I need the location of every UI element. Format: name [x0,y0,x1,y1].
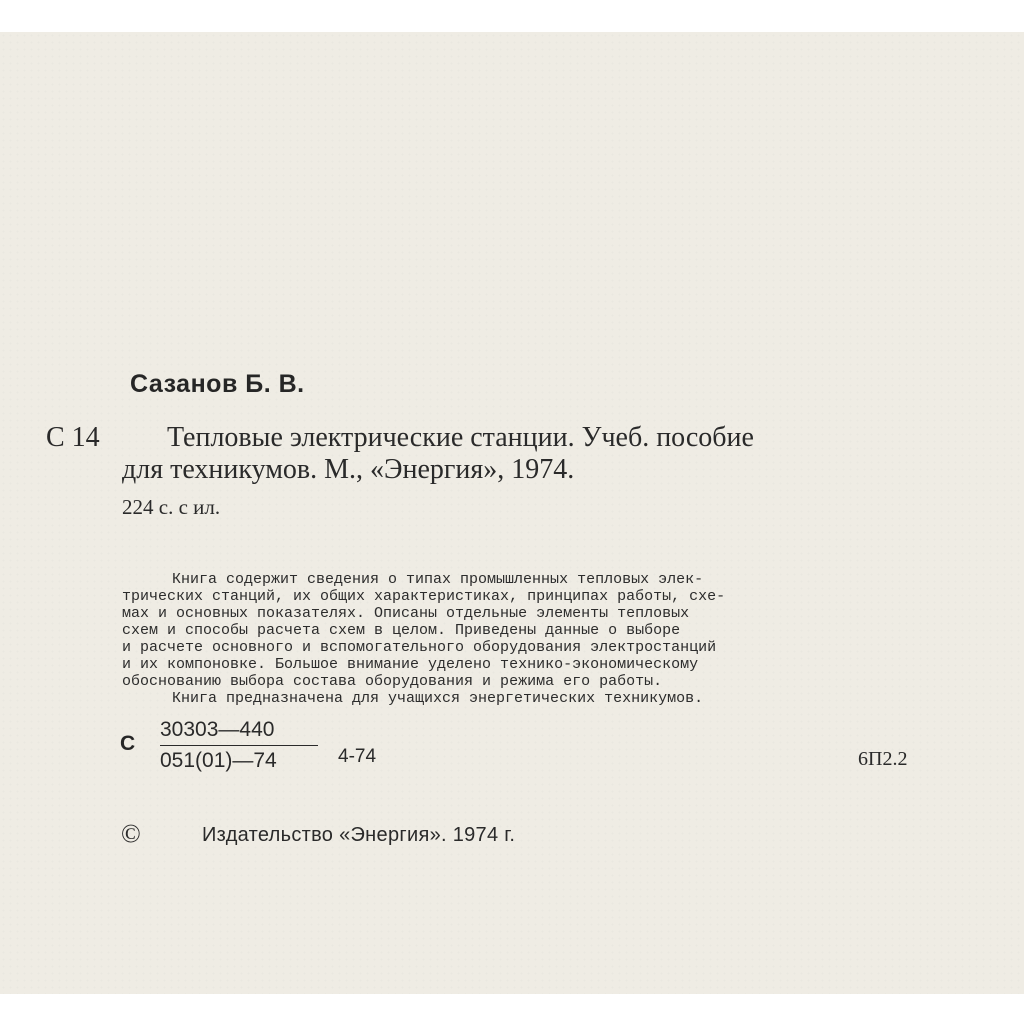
bbk-side-code: 4-74 [338,746,377,767]
author-name: Сазанов Б. В. [130,370,305,398]
page-count: 224 с. с ил. [122,495,221,519]
copyright-icon: © [121,819,141,848]
title-line: Тепловые электрические станции. Учеб. пособие [167,422,754,453]
paper-sheet [0,32,1024,994]
bbk-numerator: 30303—440 [160,718,275,741]
index-code: С 14 [46,422,100,453]
abstract-line: и их компоновке. Большое внимание уделено технико-экономическому [122,656,699,673]
abstract-line: схем и способы расчета схем в целом. Приведены данные о выборе [122,622,681,639]
bbk-denominator: 051(01)—74 [160,749,277,772]
fraction-line [160,745,318,746]
abstract-line: и расчете основного и вспомогательного оборудования электростанций [122,639,717,656]
title-line: для техникумов. М., «Энергия», 1974. [122,454,575,485]
abstract-line: мах и основных показателях. Описаны отдельные элементы тепловых [122,605,690,622]
abstract-line: Книга содержит сведения о типах промышленных тепловых элек- [172,571,704,588]
bbk-letter: С [120,732,136,755]
abstract-line: обоснованию выбора состава оборудования и режима его работы. [122,673,663,690]
abstract-line: Книга предназначена для учащихся энергетических техникумов. [172,690,704,707]
copyright-text: Издательство «Энергия». 1974 г. [202,824,516,846]
bbk-classification: 6П2.2 [858,748,908,770]
abstract-line: трических станций, их общих характеристиках, принципах работы, схе- [122,588,726,605]
